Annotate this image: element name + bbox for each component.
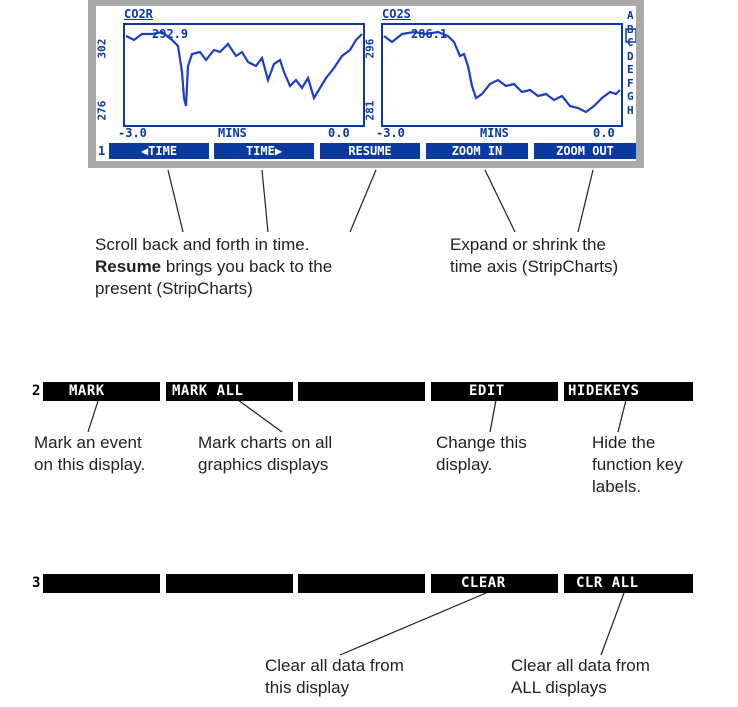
caption-resume-line xyxy=(95,256,332,278)
mark-button[interactable]: MARK xyxy=(43,382,160,401)
caption-mark xyxy=(34,432,145,476)
empty-key-row3-3[interactable] xyxy=(298,574,425,593)
callout-line-clear xyxy=(340,593,486,655)
letter-c[interactable]: C xyxy=(627,36,634,49)
clear-button[interactable]: CLEAR xyxy=(431,574,558,593)
caption-edit-line2: display. xyxy=(436,455,493,474)
caption-mark-line2: on this display. xyxy=(34,455,146,474)
caption-zoom-line1: Expand or shrink the xyxy=(450,235,606,254)
callout-line-clr-all xyxy=(601,593,624,655)
row-number-2: 2 xyxy=(32,383,41,399)
empty-key-row2[interactable] xyxy=(298,382,425,401)
chart-left-xmin: -3.0 xyxy=(118,126,147,140)
clr-all-button[interactable]: CLR ALL xyxy=(564,574,693,593)
caption-clr-all xyxy=(511,655,650,699)
caption-hidekeys xyxy=(592,432,683,498)
chart-left-ymin: 276 xyxy=(95,100,109,121)
caption-resume-bold: Resume xyxy=(95,257,162,276)
caption-scroll-text: Scroll back and forth in time. xyxy=(95,235,310,254)
chart-right-title: CO2S xyxy=(382,7,411,21)
chart-left-title: CO2R xyxy=(124,7,153,21)
chart-right-ymax: 296 xyxy=(363,38,377,59)
caption-resume-rest: brings you back to the xyxy=(161,257,333,276)
caption-mark-all-line1: Mark charts on all xyxy=(198,433,333,452)
caption-clear-line2: this display xyxy=(265,678,350,697)
letter-e[interactable]: E xyxy=(627,63,634,76)
chart-left-readout: 292.9 xyxy=(152,27,189,41)
empty-key-row3-1[interactable] xyxy=(43,574,160,593)
letter-d[interactable]: D xyxy=(627,49,634,63)
time-forward-button[interactable]: TIME▶ xyxy=(214,143,314,159)
chart-right-readout: 286.1 xyxy=(411,27,448,41)
callout-line-time-back xyxy=(168,170,183,232)
mark-all-button[interactable]: MARK ALL xyxy=(166,382,293,401)
caption-hidekeys-line1: Hide the xyxy=(592,433,656,452)
zoom-out-button[interactable]: ZOOM OUT xyxy=(534,143,636,159)
caption-edit-line1: Change this xyxy=(436,433,527,452)
callout-line-mark-all xyxy=(238,400,282,432)
caption-clear-line1: Clear all data from xyxy=(265,656,404,675)
callout-line-time-forward xyxy=(262,170,268,232)
chart-right-xunit: MINS xyxy=(480,126,509,140)
letter-h[interactable]: H xyxy=(627,103,634,117)
caption-hidekeys-line3: labels. xyxy=(592,477,642,496)
caption-clr-all-line1: Clear all data from xyxy=(511,656,650,675)
zoom-in-button[interactable]: ZOOM IN xyxy=(426,143,528,159)
function-key-row-2 xyxy=(32,382,702,401)
chart-left-xunit: MINS xyxy=(218,126,247,140)
callout-line-edit xyxy=(490,400,496,432)
caption-clear xyxy=(265,655,404,699)
chart-right-xmin: -3.0 xyxy=(376,126,405,140)
caption-edit xyxy=(436,432,527,476)
time-back-button[interactable]: ◀TIME xyxy=(109,143,209,159)
chart-right-ymin: 281 xyxy=(363,100,377,121)
callout-line-zoom-in xyxy=(485,170,515,232)
resume-button[interactable]: RESUME xyxy=(320,143,420,159)
chart-left-xmax: 0.0 xyxy=(328,126,350,140)
function-key-row-3 xyxy=(32,574,702,593)
empty-key-row3-2[interactable] xyxy=(166,574,293,593)
caption-zoom-line2: time axis (StripCharts) xyxy=(450,257,619,276)
letter-b[interactable]: B xyxy=(627,22,634,36)
caption-mark-all xyxy=(198,432,332,476)
caption-present: present (StripCharts) xyxy=(95,279,253,298)
callout-line-mark xyxy=(88,401,98,432)
letter-g[interactable]: G xyxy=(627,90,634,103)
caption-hidekeys-line2: function key xyxy=(592,455,683,474)
hidekeys-button[interactable]: HIDEKEYS xyxy=(564,382,693,401)
caption-mark-line1: Mark an event xyxy=(34,433,142,452)
row-number-3: 3 xyxy=(32,575,41,591)
callout-line-hidekeys xyxy=(618,400,626,432)
letter-f[interactable]: F xyxy=(627,76,634,90)
letter-a[interactable]: A xyxy=(627,9,634,22)
caption-clr-all-line2: ALL displays xyxy=(511,678,607,697)
row-number-1: 1 xyxy=(98,144,106,158)
chart-left-ymax: 302 xyxy=(95,38,109,59)
callout-line-resume xyxy=(350,170,376,232)
caption-mark-all-line2: graphics displays xyxy=(198,455,329,474)
caption-scroll xyxy=(95,234,332,300)
caption-zoom xyxy=(450,234,618,278)
edit-button[interactable]: EDIT xyxy=(431,382,558,401)
callout-line-zoom-out xyxy=(578,170,593,232)
chart-right-xmax: 0.0 xyxy=(593,126,615,140)
